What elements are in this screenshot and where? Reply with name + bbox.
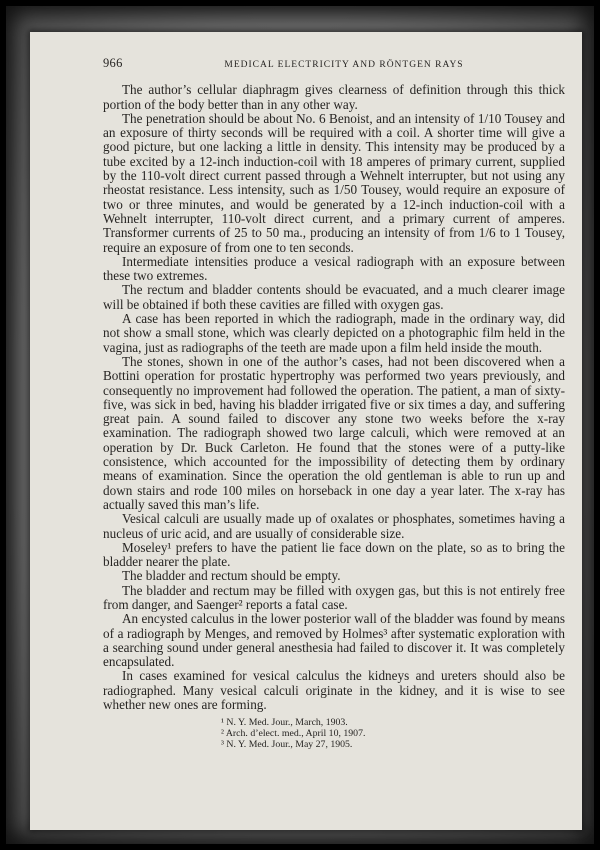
paragraph: Intermediate intensities produce a vesical radiograph with an exposure between these two extremes.: [103, 253, 565, 284]
paragraph: The penetration should be about No. 6 Benoist, and an intensity of 1/10 Tousey and an exposure of thirty seconds will be required with a coil. A shorter time will give a good picture, but one lacking a little in density. This intensity may be produced by a tube excited by a 12-inch induction-coil with 18 amperes of primary current, supplied by the 110-volt direct current passed through a Wehnelt interrupter, but not using any rheostat resistance. Less intensity, such as 1/50 Tousey, would require an exposure of two or three minutes, and would be generated by a 12-inch induction-coil with a Wehnelt interrupter, 110-volt direct current, and a primary current of amperes. Transformer currents of 25 to 50 ma., producing an intensity of from 1/6 to 1 Tousey, require an exposure of from one to ten seconds.: [103, 110, 565, 255]
footnote: ³ N. Y. Med. Jour., May 27, 1905.: [221, 738, 353, 750]
paragraph: The bladder and rectum may be filled with oxygen gas, but this is not entirely free from danger, and Saenger² reports a fatal case.: [103, 582, 565, 612]
paragraph: The bladder and rectum should be empty.: [122, 568, 341, 584]
footnotes: [103, 718, 565, 750]
paragraph: A case has been reported in which the radiograph, made in the ordinary way, did not show a small stone, which was clearly depicted on a photographic film held in the vagina, just as radiographs of the teeth are made upon a film held inside the mouth.: [103, 311, 565, 355]
footnote: ¹ N. Y. Med. Jour., March, 1903.: [221, 717, 348, 729]
paragraph: An encysted calculus in the lower posterior wall of the bladder was found by means of a radiograph by Menges, and removed by Holmes³ after systematic exploration with a searching sound under general anesthesia had failed to discover it. It was completely encapsulated.: [103, 611, 565, 670]
paragraph: Vesical calculi are usually made up of oxalates or phosphates, sometimes having a nucleus of uric acid, and are usually of considerable size.: [103, 511, 565, 541]
paragraph: Moseley¹ prefers to have the patient lie face down on the plate, so as to bring the bladder nearer the plate.: [103, 539, 565, 570]
book-page: [30, 32, 582, 830]
paragraph: The stones, shown in one of the author’s cases, had not been discovered when a Bottini operation for prostatic hypertrophy was performed two years previously, and consequently no improvement had followed the operation. The patient, a man of sixty-five, was sick in bed, having his bladder irrigated five or six times a day, and suffering great pain. A sound failed to discover any stone two weeks before the x-ray examination. The radiograph showed two large calculi, which were removed at an operation by Dr. Buck Carleton. He found that the stones were of a putty-like consistence, which accounted for the impossibility of detecting them by ordinary means of examination. Since the operation the old gentleman is able to run up and down stairs and rode 100 miles on horseback in one day a year later. The x-ray has actually saved this man’s life.: [103, 353, 565, 512]
running-head: MEDICAL ELECTRICITY AND RÖNTGEN RAYS: [224, 60, 464, 70]
page-header: [103, 56, 565, 72]
footnote: ² Arch. d’elect. med., April 10, 1907.: [221, 728, 366, 740]
paragraph: The rectum and bladder contents should be evacuated, and a much clearer image will be obtained if both these cavities are filled with oxygen gas.: [103, 282, 565, 312]
paragraph: In cases examined for vesical calculus the kidneys and ureters should also be radiographed. Many vesical calculi originate in the kidney, and it is wise to see whether new ones are forming.: [103, 668, 565, 713]
paragraph: The author’s cellular diaphragm gives clearness of definition through this thick portion of the body better than in any other way.: [103, 82, 565, 112]
photo-frame: [6, 6, 594, 844]
page-number: 966: [103, 56, 123, 70]
page-content: [103, 56, 565, 751]
